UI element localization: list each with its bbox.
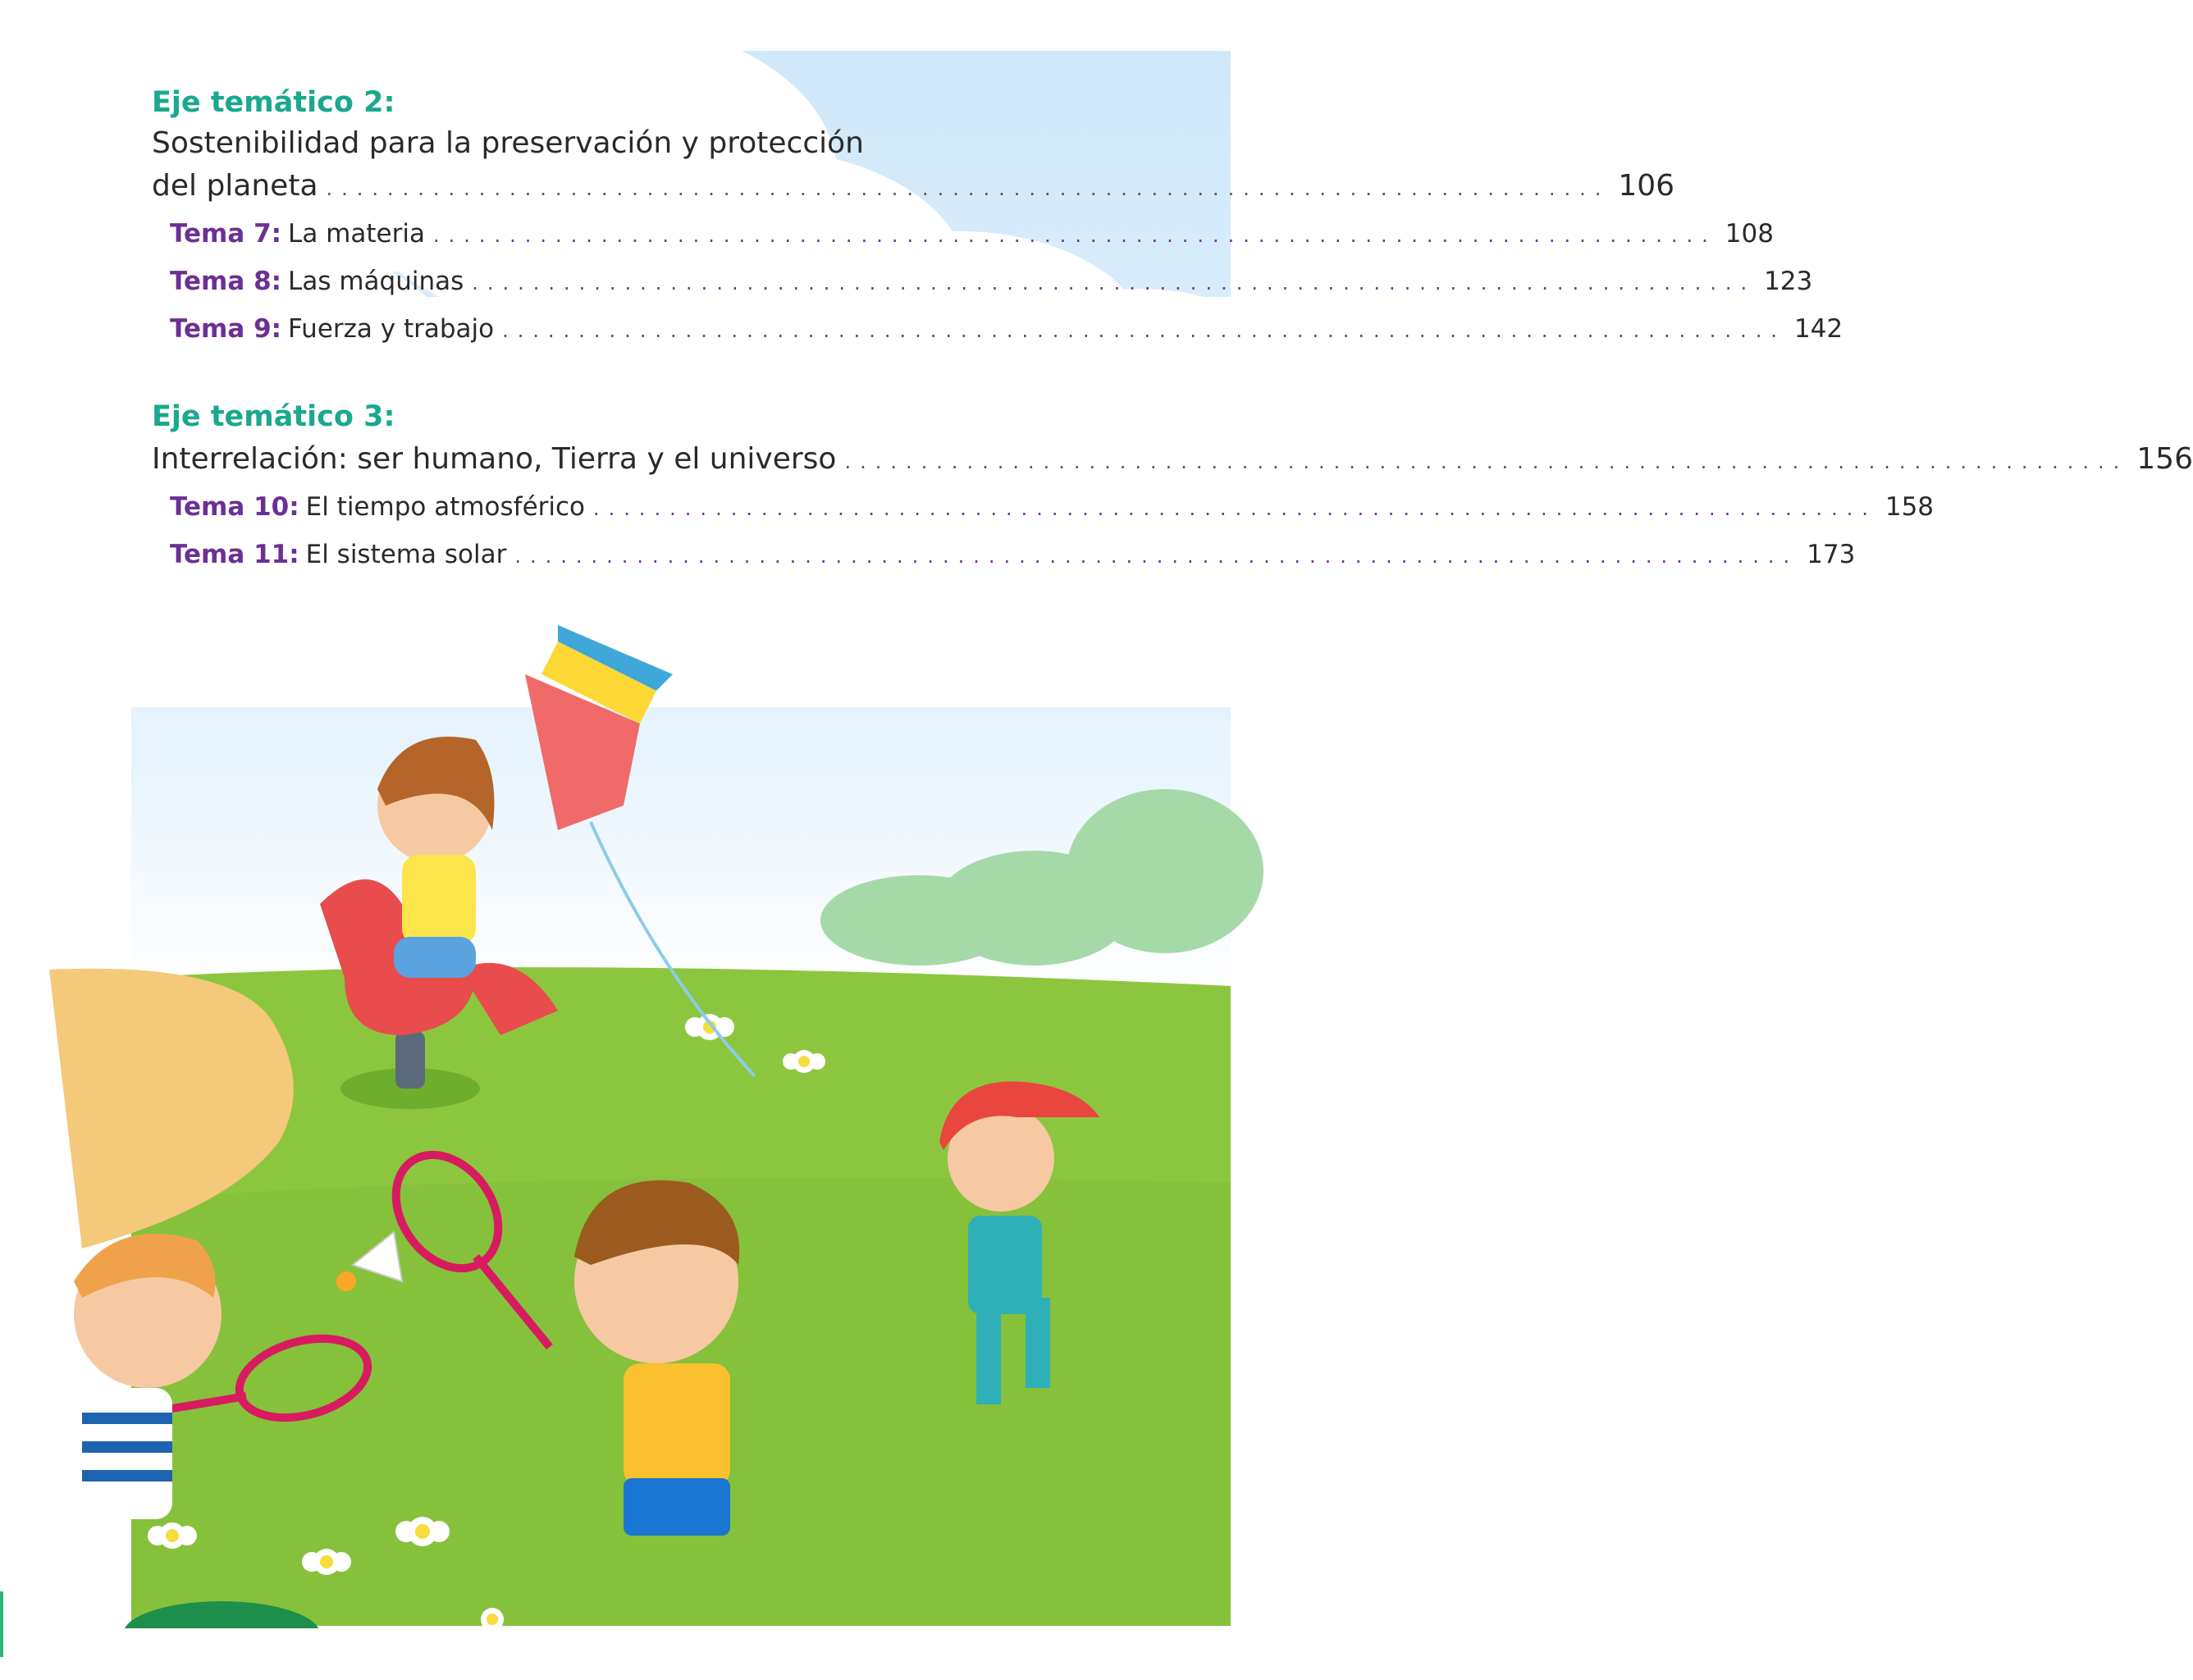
page-number: 106 xyxy=(1618,169,1675,203)
toc-entry[interactable] xyxy=(152,484,1935,532)
tema-name: La materia xyxy=(288,219,425,249)
page-number: 142 xyxy=(1793,314,1843,344)
toc-section-eje-2 xyxy=(152,82,1843,354)
table-of-contents xyxy=(152,82,2193,622)
dot-leader: .................................................................................... xyxy=(432,224,1717,247)
tema-label: Tema 11: xyxy=(170,540,299,569)
tema-label: Tema 7: xyxy=(170,219,282,249)
eje-heading: Eje temático 3: xyxy=(152,400,395,433)
page-number: 173 xyxy=(1807,540,1856,569)
tema-name: Las máquinas xyxy=(288,267,464,296)
toc-section-eje-3 xyxy=(152,396,2193,579)
page-number: 158 xyxy=(1885,492,1935,522)
section-title-line: Sostenibilidad para la preservación y protección xyxy=(152,126,864,160)
dot-leader: .................................................................................... xyxy=(844,450,2129,473)
toc-entry[interactable] xyxy=(152,258,1813,306)
tema-name: Fuerza y trabajo xyxy=(288,314,495,344)
toc-entry[interactable] xyxy=(152,532,1856,579)
eje-heading: Eje temático 2: xyxy=(152,86,395,119)
toc-entry[interactable] xyxy=(152,306,1843,354)
dot-leader: .................................................................................... xyxy=(326,177,1610,200)
section-title-line: Interrelación: ser humano, Tierra y el universo xyxy=(152,442,837,476)
tema-name: El sistema solar xyxy=(305,540,507,569)
tema-label: Tema 9: xyxy=(170,314,282,344)
page-bottom-margin xyxy=(0,1628,1283,1680)
tema-label: Tema 8: xyxy=(170,267,282,296)
toc-entry[interactable] xyxy=(152,437,2193,484)
page-number: 123 xyxy=(1764,267,1813,296)
tema-name: El tiempo atmosférico xyxy=(305,492,586,522)
dot-leader: .................................................................................... xyxy=(593,497,1877,520)
dot-leader: .................................................................................... xyxy=(514,545,1799,568)
page-number: 156 xyxy=(2136,442,2193,476)
toc-entry[interactable] xyxy=(152,164,1675,211)
page-number: 108 xyxy=(1725,219,1774,249)
dot-leader: .................................................................................... xyxy=(502,319,1786,342)
tema-label: Tema 10: xyxy=(170,492,299,522)
toc-entry[interactable] xyxy=(152,211,1774,258)
page-edge-accent xyxy=(0,1591,3,1657)
section-title-line: del planeta xyxy=(152,169,318,203)
dot-leader: .................................................................................... xyxy=(472,272,1757,294)
